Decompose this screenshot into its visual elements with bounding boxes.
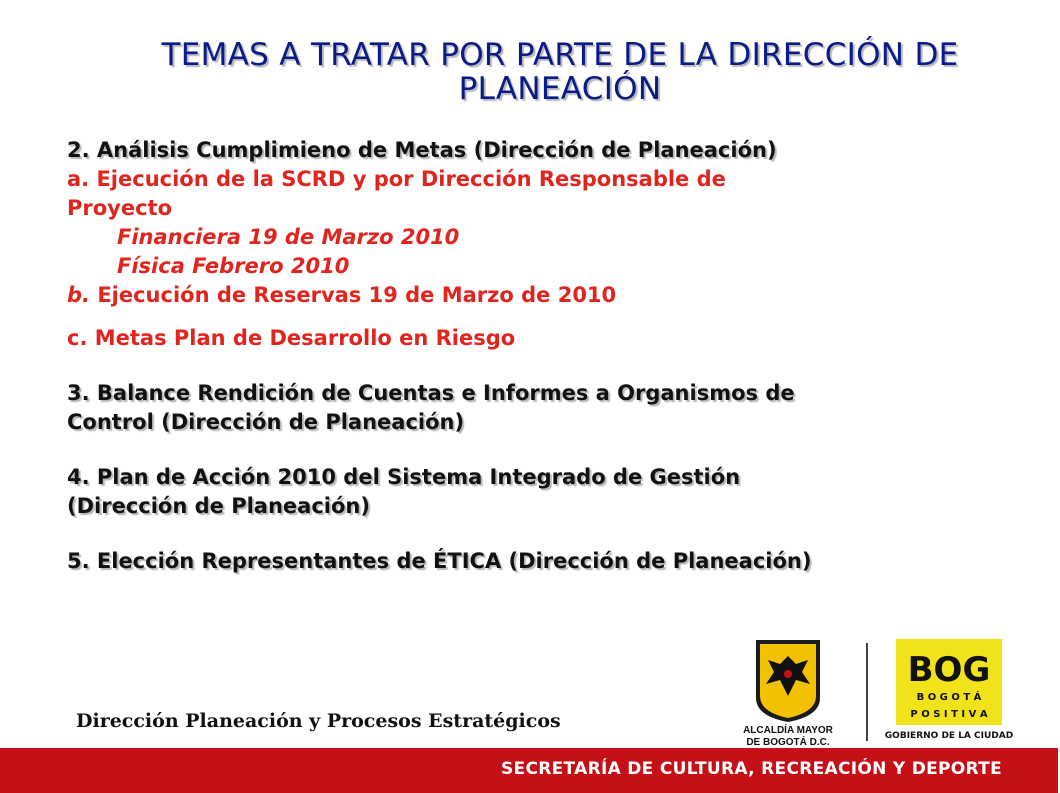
section-5: 5. Elección Representantes de ÉTICA (Dirección de Planeación)	[67, 549, 812, 573]
bog-bottom: GOBIERNO DE LA CIUDAD	[884, 731, 1014, 741]
section-3-line2: Control (Dirección de Planeación)	[67, 410, 465, 434]
alcaldia-line1: ALCALDÍA MAYOR	[743, 725, 833, 736]
bog-row2: P O S I T I V A	[910, 709, 988, 720]
alcaldia-line2: DE BOGOTÁ D.C.	[746, 737, 830, 748]
bog-top: BOG	[907, 650, 991, 690]
title-line-2: PLANEACIÓN	[458, 71, 662, 107]
section-2a-line1: a. Ejecución de la SCRD y por Dirección Responsable de	[67, 167, 726, 191]
section-2-heading: 2. Análisis Cumplimieno de Metas (Dirección de Planeación)	[67, 138, 777, 162]
logo-divider	[866, 643, 868, 741]
bog-row1: B O G O T Á	[916, 692, 982, 703]
secretaria-label: SECRETARÍA DE CULTURA, RECREACIÓN Y DEPORTE	[501, 759, 1002, 779]
agenda-content	[67, 136, 1037, 576]
section-2a-fisica: Física Febrero 2010	[117, 254, 350, 278]
section-2b-text: Ejecución de Reservas 19 de Marzo de 2010	[90, 283, 617, 307]
footer-department: Dirección Planeación y Procesos Estratégicos	[76, 710, 561, 732]
section-4-line2: (Dirección de Planeación)	[67, 494, 370, 518]
section-2b-letter: b.	[67, 283, 91, 307]
section-3-line1: 3. Balance Rendición de Cuentas e Informes a Organismos de	[67, 381, 795, 405]
alcaldia-logo	[728, 636, 848, 746]
title-line-1: TEMAS A TRATAR POR PARTE DE LA DIRECCIÓN DE	[161, 37, 959, 73]
section-2a-financiera: Financiera 19 de Marzo 2010	[117, 225, 460, 249]
section-2c: c. Metas Plan de Desarrollo en Riesgo	[67, 326, 516, 350]
bog-logo	[884, 637, 1014, 741]
section-4-line1: 4. Plan de Acción 2010 del Sistema Integrado de Gestión	[67, 465, 741, 489]
page-title	[60, 38, 1060, 106]
section-2a-line2: Proyecto	[67, 196, 173, 220]
footer-bar	[0, 748, 1058, 793]
section-2b	[67, 281, 1037, 310]
